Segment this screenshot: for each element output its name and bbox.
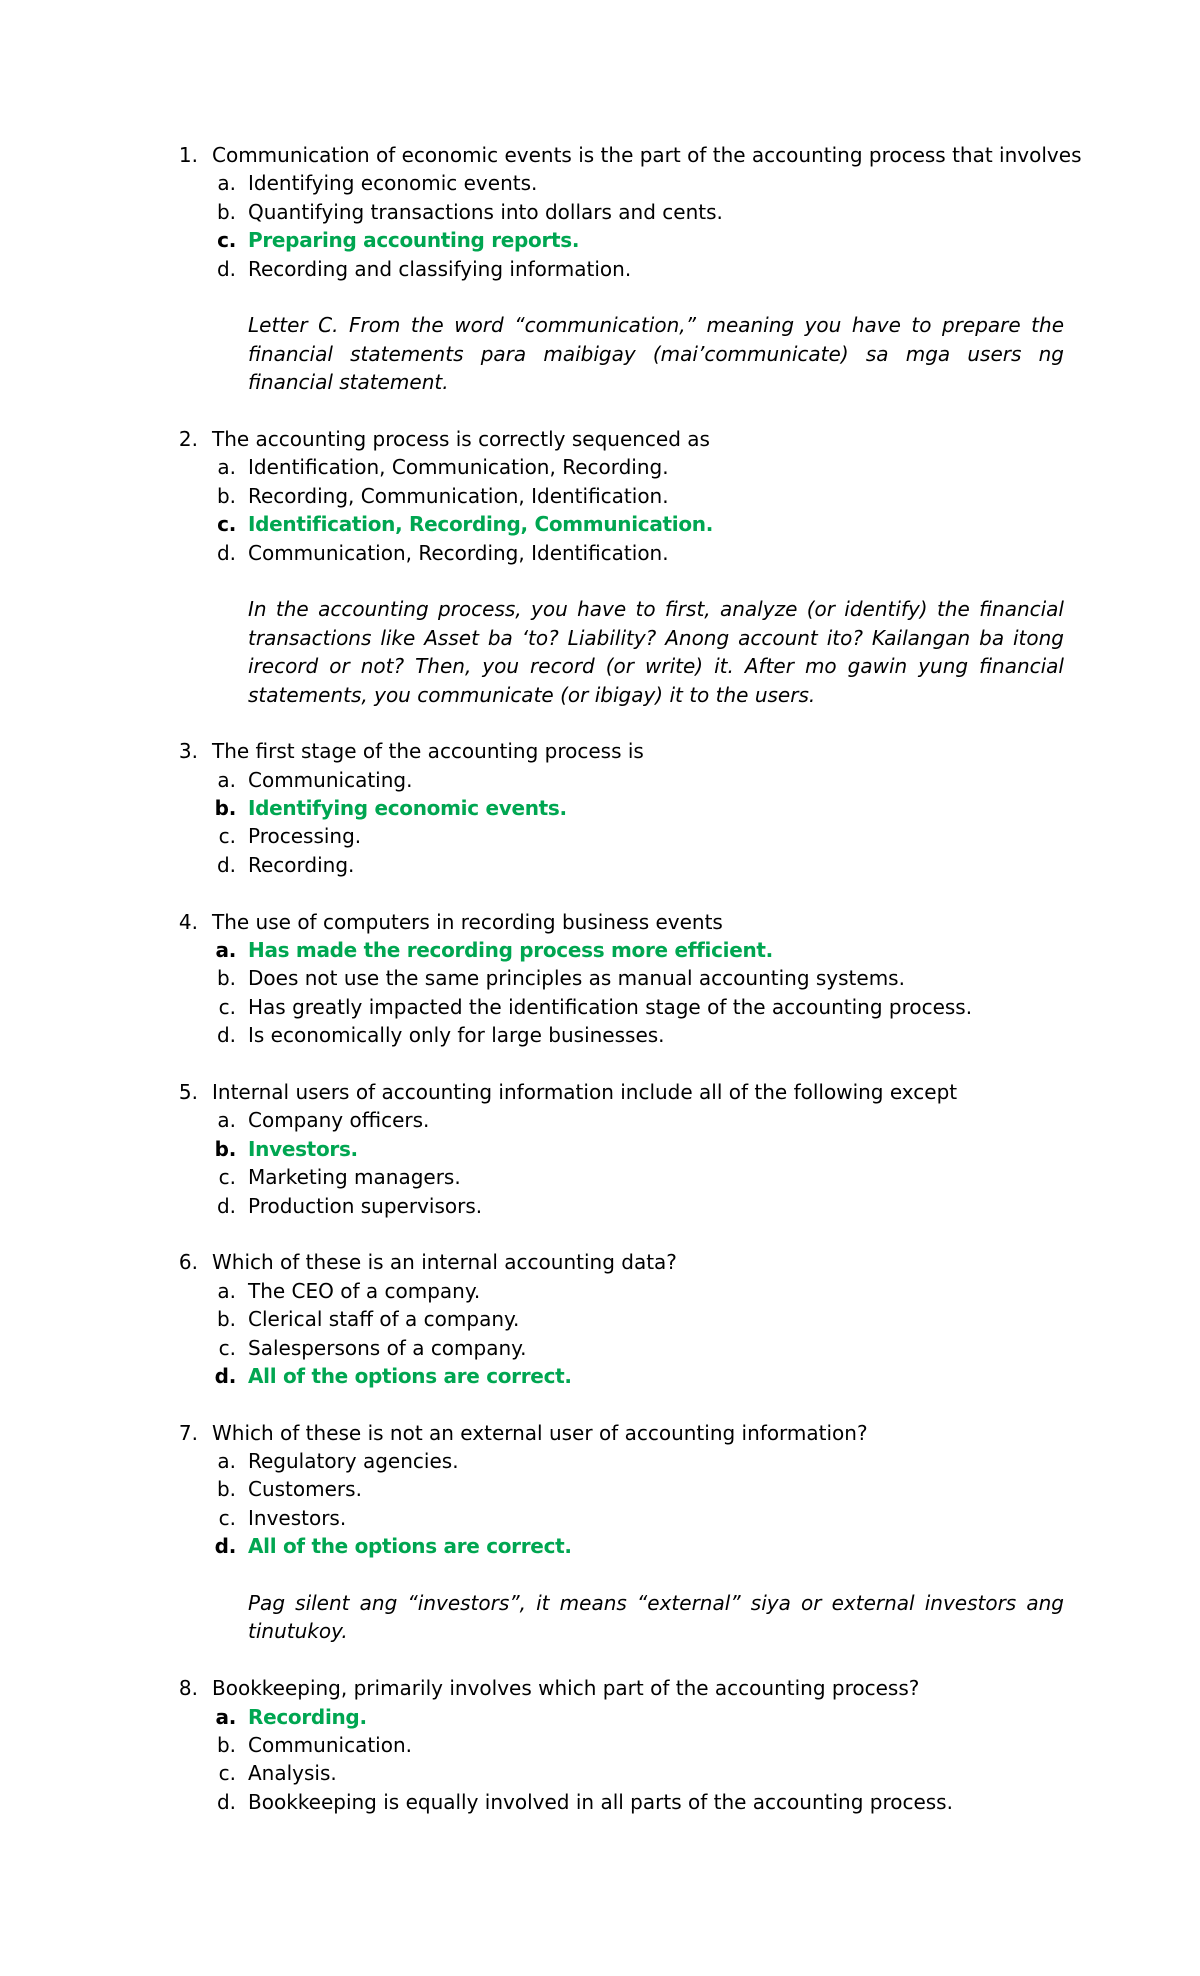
option-letter: b.: [214, 1136, 236, 1161]
option-d: [172, 851, 1072, 879]
option-d-correct: [172, 1532, 1072, 1560]
option-d: [172, 539, 1072, 567]
option-text: Bookkeeping is equally involved in all parts of the accounting process.: [248, 1789, 953, 1814]
option-letter: d.: [216, 256, 236, 281]
question-number: 2.: [178, 426, 198, 451]
option-text: Identification, Communication, Recording.: [248, 455, 669, 480]
spacer: [172, 397, 1072, 425]
option-letter: d.: [214, 1534, 236, 1559]
option-text: Production supervisors.: [248, 1193, 483, 1218]
option-letter: d.: [216, 1193, 236, 1218]
option-letter: a.: [217, 1278, 236, 1303]
option-letter: b.: [216, 199, 236, 224]
spacer: [172, 879, 1072, 907]
option-text: Clerical staff of a company.: [248, 1307, 520, 1332]
option-b: [172, 964, 1072, 992]
option-text: Has greatly impacted the identification stage of the accounting process.: [248, 994, 973, 1019]
option-text: Regulatory agencies.: [248, 1449, 459, 1474]
options-list: [172, 169, 1072, 283]
option-text: Preparing accounting reports.: [248, 228, 580, 253]
option-text: Identification, Recording, Communication.: [248, 512, 714, 537]
option-letter: b.: [216, 1477, 236, 1502]
question-4: [172, 908, 1072, 1050]
option-text: All of the options are correct.: [248, 1534, 572, 1559]
question-text: The accounting process is correctly sequenced as: [212, 426, 710, 451]
option-text: Communication.: [248, 1733, 412, 1758]
option-letter: c.: [218, 1761, 236, 1786]
option-text: Recording.: [248, 1704, 367, 1729]
option-text: Does not use the same principles as manual accounting systems.: [248, 966, 905, 991]
option-text: Company officers.: [248, 1108, 430, 1133]
question-stem: [172, 425, 1072, 453]
question-number: 3.: [178, 739, 198, 764]
option-text: Recording, Communication, Identification.: [248, 483, 669, 508]
option-text: Marketing managers.: [248, 1165, 461, 1190]
question-6: [172, 1248, 1072, 1390]
option-letter: c.: [218, 824, 236, 849]
question-number: 6.: [178, 1250, 198, 1275]
question-text: Internal users of accounting information include all of the following except: [212, 1080, 958, 1104]
question-number: 8.: [178, 1676, 198, 1701]
question-text: Which of these is not an external user of accounting information?: [212, 1420, 868, 1445]
option-b: [172, 1305, 1072, 1333]
option-text: Processing.: [248, 824, 362, 849]
option-letter: b.: [216, 1307, 236, 1332]
question-text: Bookkeeping, primarily involves which part of the accounting process?: [212, 1676, 920, 1701]
question-number: 4.: [178, 909, 198, 934]
answer-explanation: In the accounting process, you have to first, analyze (or identify) the financial transactions like Asset ba ‘to? Liability? Anong account ito? Kailangan ba itong irecord or not? Then, you record (or write) it. After mo gawin yung financial statements, you communicate (or ibigay) it to the users.: [248, 597, 1064, 707]
option-text: Identifying economic events.: [248, 171, 538, 196]
option-c: [172, 1504, 1072, 1532]
option-letter: c.: [218, 1335, 236, 1360]
option-letter: a.: [217, 767, 236, 792]
option-letter: a.: [215, 1704, 236, 1729]
answer-explanation: Letter C. From the word “communication,” meaning you have to prepare the financial statements para maibigay (mai’communicate) sa mga users ng financial statement.: [248, 313, 1064, 395]
option-letter: c.: [218, 1165, 236, 1190]
option-c-correct: [172, 510, 1072, 538]
spacer: [172, 709, 1072, 737]
option-text: Has made the recording process more efficient.: [248, 938, 773, 963]
option-text: Customers.: [248, 1477, 362, 1502]
option-a: [172, 1277, 1072, 1305]
option-b: [172, 1731, 1072, 1759]
option-text: Recording and classifying information.: [248, 256, 632, 281]
question-text: The first stage of the accounting process is: [212, 739, 644, 764]
option-text: Quantifying transactions into dollars and cents.: [248, 199, 723, 224]
options-list: [172, 936, 1072, 1050]
question-1: [172, 141, 1082, 397]
option-a: [172, 1106, 1072, 1134]
question-text: The use of computers in recording business events: [212, 909, 723, 934]
option-c: [172, 1334, 1072, 1362]
question-text: Communication of economic events is the part of the accounting process that involves: [212, 143, 1082, 167]
options-list: [172, 1277, 1072, 1391]
options-list: [172, 1447, 1072, 1561]
option-c: [172, 993, 1072, 1021]
question-stem: [172, 908, 1072, 936]
option-b: [172, 198, 1072, 226]
option-b-correct: [172, 1135, 1072, 1163]
options-list: [172, 1703, 1072, 1817]
option-letter: d.: [216, 1789, 236, 1814]
option-d: [172, 1192, 1072, 1220]
option-text: Is economically only for large businesses.: [248, 1023, 665, 1048]
option-letter: b.: [216, 1733, 236, 1758]
option-text: Salespersons of a company.: [248, 1335, 527, 1360]
option-b: [172, 1475, 1072, 1503]
question-3: [172, 737, 1072, 879]
option-text: The CEO of a company.: [248, 1278, 481, 1303]
spacer: [172, 1646, 1072, 1674]
option-a: [172, 169, 1072, 197]
option-d: [172, 1788, 1072, 1816]
option-letter: a.: [217, 455, 236, 480]
option-text: Investors.: [248, 1136, 358, 1161]
option-d: [172, 1021, 1072, 1049]
answer-explanation: Pag silent ang “investors”, it means “external” siya or external investors ang tinutukoy.: [248, 1591, 1064, 1644]
option-letter: a.: [217, 1108, 236, 1133]
option-a: [172, 766, 1072, 794]
option-b: [172, 482, 1072, 510]
option-c: [172, 822, 1072, 850]
spacer: [172, 1390, 1072, 1418]
question-stem: [172, 1419, 1072, 1447]
option-letter: c.: [217, 228, 236, 253]
option-d: [172, 255, 1072, 283]
options-list: [172, 766, 1072, 880]
option-letter: d.: [216, 1023, 236, 1048]
option-text: Investors.: [248, 1505, 347, 1530]
option-a-correct: [172, 936, 1072, 964]
spacer: [172, 1220, 1072, 1248]
option-letter: b.: [214, 796, 236, 821]
question-list: [172, 141, 1082, 1816]
option-letter: d.: [214, 1363, 236, 1388]
question-text: Which of these is an internal accounting data?: [212, 1250, 677, 1275]
option-text: All of the options are correct.: [248, 1363, 572, 1388]
question-stem: [172, 1674, 1072, 1702]
option-letter: a.: [217, 1449, 236, 1474]
option-letter: c.: [218, 1505, 236, 1530]
option-text: Communicating.: [248, 767, 413, 792]
option-a-correct: [172, 1703, 1072, 1731]
question-2: [172, 425, 1072, 709]
options-list: [172, 453, 1072, 567]
option-a: [172, 453, 1072, 481]
option-text: Recording.: [248, 852, 355, 877]
question-number: 7.: [178, 1420, 198, 1445]
option-a: [172, 1447, 1072, 1475]
question-stem: [172, 1248, 1072, 1276]
option-text: Analysis.: [248, 1761, 337, 1786]
option-letter: d.: [216, 540, 236, 565]
option-b-correct: [172, 794, 1072, 822]
option-letter: b.: [216, 966, 236, 991]
option-text: Identifying economic events.: [248, 796, 567, 821]
option-letter: d.: [216, 852, 236, 877]
question-number: 1.: [178, 143, 198, 167]
question-stem: [172, 737, 1072, 765]
question-8: [172, 1674, 1072, 1816]
option-letter: c.: [218, 994, 236, 1019]
option-c: [172, 1759, 1072, 1787]
option-c-correct: [172, 226, 1072, 254]
option-c: [172, 1163, 1072, 1191]
option-letter: a.: [217, 171, 236, 196]
options-list: [172, 1106, 1072, 1220]
option-letter: c.: [217, 512, 236, 537]
option-text: Communication, Recording, Identification.: [248, 540, 669, 565]
question-stem: [172, 1078, 1072, 1106]
question-stem: [172, 141, 1082, 169]
option-d-correct: [172, 1362, 1072, 1390]
question-5: [172, 1078, 1072, 1220]
question-number: 5.: [178, 1080, 198, 1104]
question-7: [172, 1419, 1072, 1646]
option-letter: b.: [216, 483, 236, 508]
spacer: [172, 1050, 1072, 1078]
option-letter: a.: [215, 938, 236, 963]
